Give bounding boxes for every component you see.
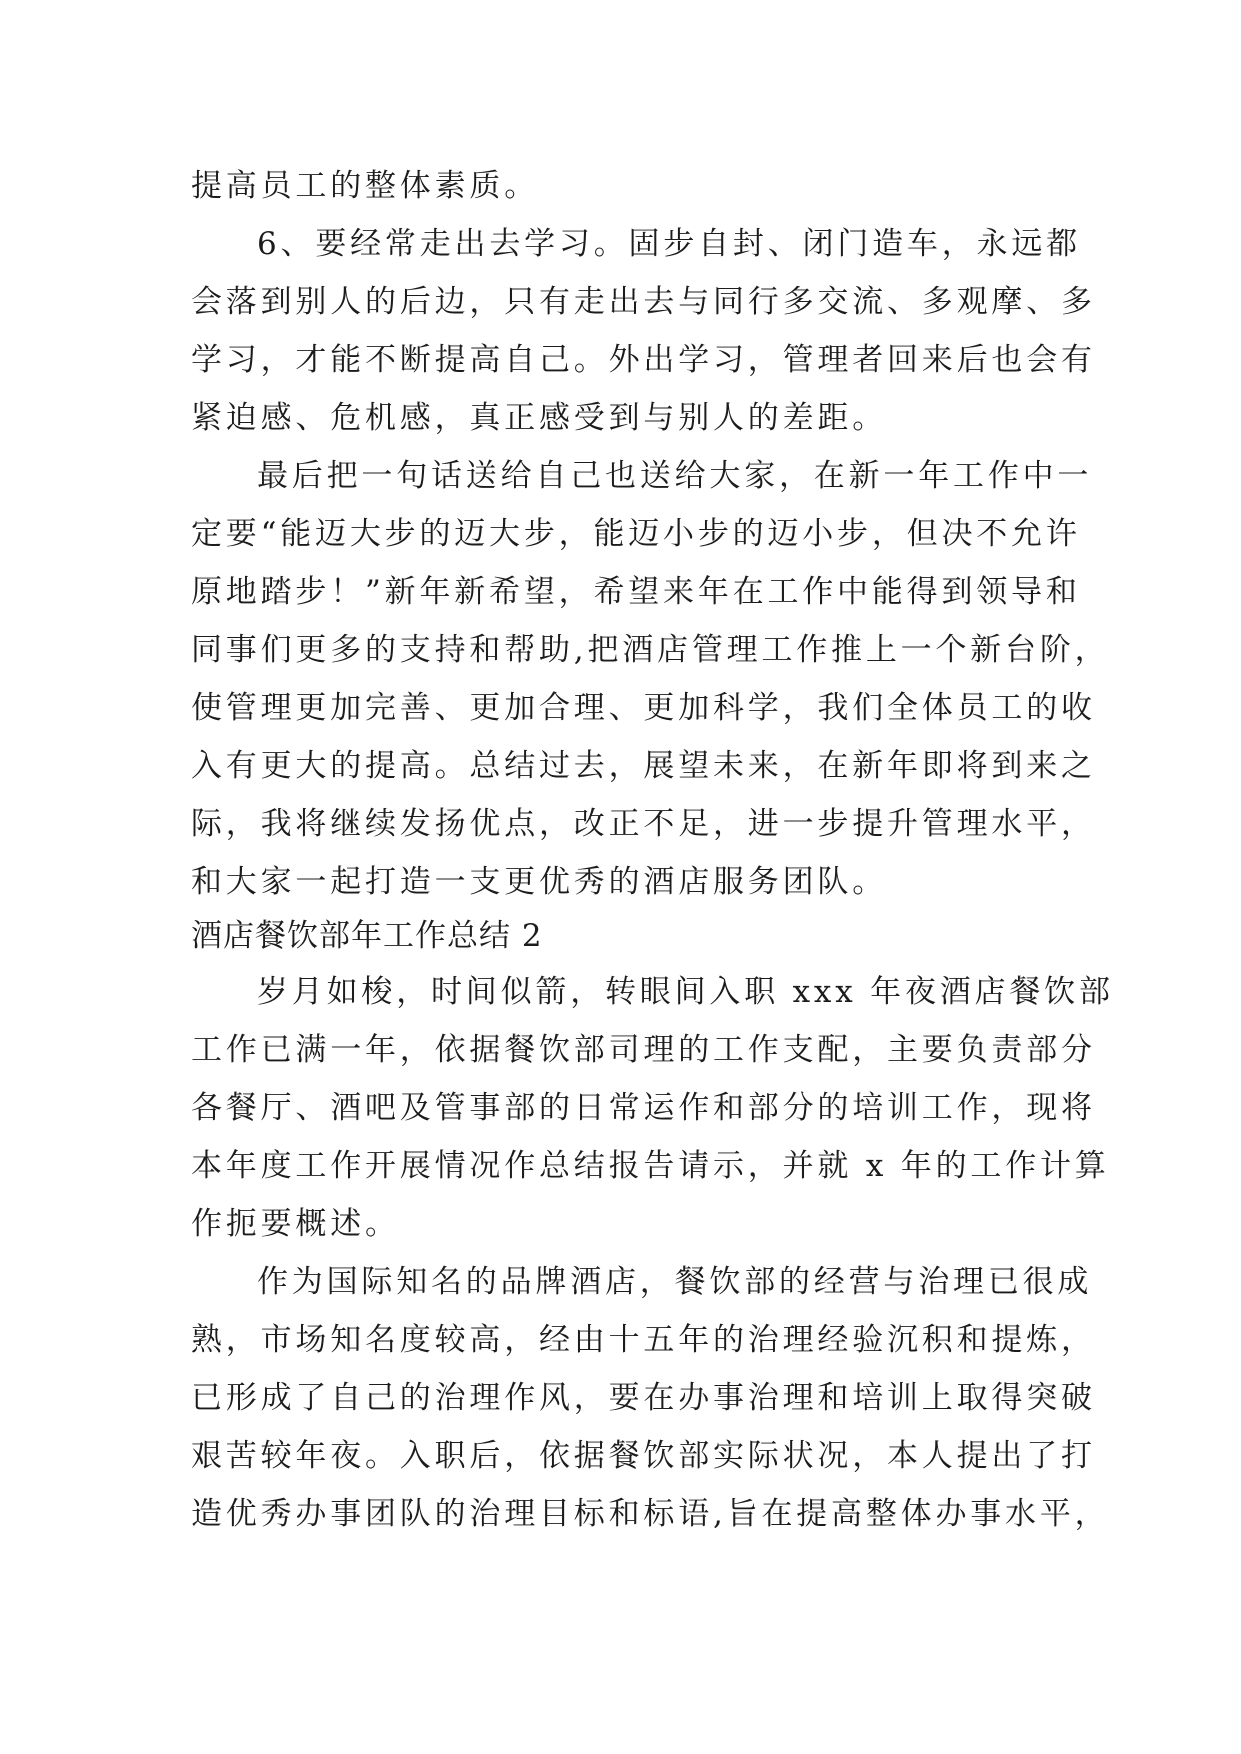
body-text-line: 入有更大的提高。总结过去，展望未来，在新年即将到来之 — [191, 748, 1096, 784]
body-text-line: 艰苦较年夜。入职后，依据餐饮部实际状况，本人提出了打 — [191, 1438, 1096, 1474]
paragraph-first-line: 岁月如梭，时间似箭，转眼间入职 xxx 年夜酒店餐饮部 — [257, 974, 1114, 1010]
body-text-line: 和大家一起打造一支更优秀的酒店服务团队。 — [191, 864, 887, 900]
body-text-line: 已形成了自己的治理作风，要在办事治理和培训上取得突破 — [191, 1380, 1096, 1416]
body-text-line: 定要“能迈大步的迈大步，能迈小步的迈小步，但决不允许 — [191, 516, 1081, 552]
body-text-line: 际，我将继续发扬优点，改正不足，进一步提升管理水平， — [191, 806, 1096, 842]
paragraph-first-line: 作为国际知名的品牌酒店，餐饮部的经营与治理已很成 — [257, 1264, 1093, 1300]
paragraph-first-line: 最后把一句话送给自己也送给大家，在新一年工作中一 — [257, 458, 1093, 494]
body-text-line: 使管理更加完善、更加合理、更加科学，我们全体员工的收 — [191, 690, 1096, 726]
body-text-line: 本年度工作开展情况作总结报告请示，并就 x 年的工作计算 — [191, 1148, 1110, 1184]
body-text-line: 同事们更多的支持和帮助,把酒店管理工作推上一个新台阶， — [191, 632, 1110, 668]
body-text-line: 原地踏步！”新年新希望，希望来年在工作中能得到领导和 — [191, 574, 1081, 610]
body-text-line: 造优秀办事团队的治理目标和标语,旨在提高整体办事水平， — [191, 1496, 1110, 1532]
body-text-line: 紧迫感、危机感，真正感受到与别人的差距。 — [191, 400, 887, 436]
body-text-line: 各餐厅、酒吧及管事部的日常运作和部分的培训工作，现将 — [191, 1090, 1096, 1126]
body-text-line: 工作已满一年，依据餐饮部司理的工作支配，主要负责部分 — [191, 1032, 1096, 1068]
body-text-line: 提高员工的整体素质。 — [191, 168, 539, 204]
body-text-line: 学习，才能不断提高自己。外出学习，管理者回来后也会有 — [191, 342, 1096, 378]
paragraph-first-line: 6、要经常走出去学习。固步自封、闭门造车，永远都 — [257, 226, 1081, 262]
body-text-line: 会落到别人的后边，只有走出去与同行多交流、多观摩、多 — [191, 284, 1096, 320]
body-text-line: 熟，市场知名度较高，经由十五年的治理经验沉积和提炼， — [191, 1322, 1096, 1358]
section-heading: 酒店餐饮部年工作总结 2 — [191, 918, 543, 954]
body-text-line: 作扼要概述。 — [191, 1206, 400, 1242]
